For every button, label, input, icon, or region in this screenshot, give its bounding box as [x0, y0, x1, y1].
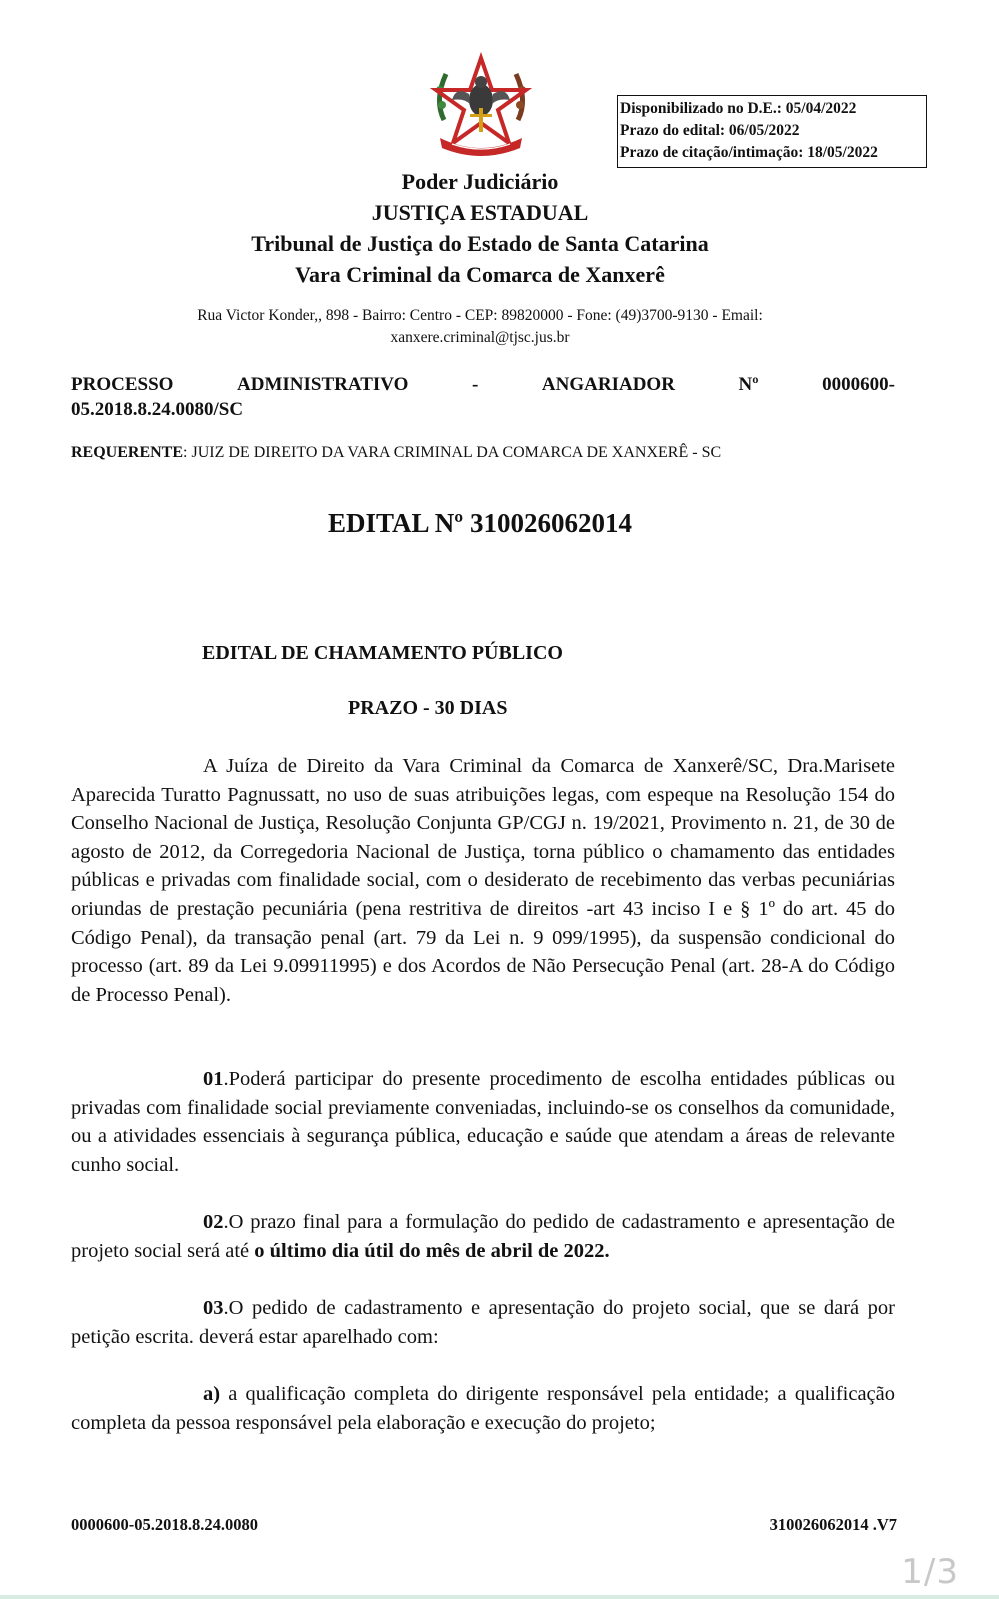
- intro-paragraph: A Juíza de Direito da Vara Criminal da Comarca de Xanxerê/SC, Dra.Marisete Aparecida Turatto Pagnussatt, no uso de suas atribuições legas, com espeque na Resolução 154 do Conselho Nacional de Justiça, Resolução Conjunta GP/CGJ n. 19/2021, Provimento n. 21, de 30 de agosto de 2012, da Corregedoria Nacional de Justiça, torna público o chamamento das entidades públicas e privadas com finalidade social, com o desiderato de recebimento das verbas pecuniárias oriundas de prestação pecuniária (pena restritiva de direitos -art 43 inciso I e § 1º do art. 45 do Código Penal), da transação penal (art. 79 da Lei n. 9 099/1995), da suspensão condicional do processo (art. 89 da Lei 9.09911995) e dos Acordos de Não Persecução Penal (art. 28-A do Código de Processo Penal).: [71, 755, 895, 1006]
- chamamento-heading: EDITAL DE CHAMAMENTO PÚBLICO: [202, 642, 563, 664]
- item-03-text: .O pedido de cadastramento e apresentação do projeto social, que se dará por petição escrita. deverá estar aparelhado com:: [71, 1297, 895, 1348]
- process-word: -: [471, 374, 479, 395]
- item-02-paragraph: [71, 1208, 895, 1265]
- address-line-2: xanxere.criminal@tjsc.jus.br: [390, 329, 570, 346]
- process-word: ADMINISTRATIVO: [237, 374, 409, 395]
- stamp-availability-date: Disponibilizado no D.E.: 05/04/2022: [620, 100, 857, 117]
- process-word: PROCESSO: [71, 374, 174, 395]
- item-01-number: 01: [203, 1068, 224, 1090]
- process-word: 0000600-: [822, 374, 895, 395]
- process-word: Nº: [738, 374, 759, 395]
- edital-title: EDITAL Nº 310026062014: [328, 508, 632, 538]
- header-line-poder: Poder Judiciário: [401, 169, 559, 194]
- item-02-number: 02: [203, 1211, 224, 1233]
- stamp-edital-deadline: Prazo do edital: 06/05/2022: [620, 122, 800, 139]
- page-counter: 1/3: [901, 1552, 959, 1592]
- process-line-1: [71, 372, 895, 397]
- header-line-justica: JUSTIÇA ESTADUAL: [371, 200, 589, 225]
- viewer-bottom-bar: [0, 1595, 999, 1599]
- item-a-paragraph: [71, 1380, 895, 1437]
- process-word: ANGARIADOR: [541, 374, 675, 395]
- publication-dates-box: [617, 95, 927, 168]
- court-address: [130, 305, 830, 349]
- requerente-value: : JUIZ DE DIREITO DA VARA CRIMINAL DA COMARCA DE XANXERÊ - SC: [183, 444, 722, 461]
- item-01-text: .Poderá participar do presente procedimento de escolha entidades públicas ou privadas com finalidade social previamente conveniadas, incluindo-se os conselhos da comunidade, ou a atividades essenciais à segurança pública, educação e saúde que atendam a áreas de relevante cunho social.: [71, 1068, 895, 1176]
- court-header: [0, 166, 960, 290]
- process-line-2: 05.2018.8.24.0080/SC: [71, 399, 244, 420]
- requerente-line: [71, 442, 721, 464]
- process-number: [71, 372, 895, 422]
- item-03-number: 03: [203, 1297, 224, 1319]
- prazo-heading: PRAZO - 30 DIAS: [348, 697, 508, 719]
- item-a-letter: a): [203, 1383, 221, 1405]
- address-line-1: Rua Victor Konder,, 898 - Bairro: Centro - CEP: 89820000 - Fone: (49)3700-9130 - Email:: [197, 307, 763, 324]
- header-line-tribunal: Tribunal de Justiça do Estado de Santa Catarina: [251, 231, 709, 256]
- santa-catarina-coat-of-arms-icon: [430, 50, 532, 160]
- item-02-deadline: o último dia útil do mês de abril de 2022.: [254, 1239, 610, 1262]
- header-line-vara: Vara Criminal da Comarca de Xanxerê: [295, 262, 665, 287]
- footer-document-id: 310026062014 .V7: [769, 1515, 897, 1534]
- requerente-label: REQUERENTE: [71, 444, 184, 461]
- footer-process-number: 0000600-05.2018.8.24.0080: [71, 1515, 258, 1534]
- item-02-text: .O prazo final para a formulação do pedido de cadastramento e apresentação de projeto social será até: [71, 1211, 895, 1262]
- item-03-paragraph: [71, 1294, 895, 1351]
- stamp-citation-deadline: Prazo de citação/intimação: 18/05/2022: [620, 144, 878, 161]
- item-01-paragraph: [71, 1065, 895, 1179]
- item-a-text: a qualificação completa do dirigente responsável pela entidade; a qualificação completa da pessoa responsável pela elaboração e execução do projeto;: [71, 1383, 895, 1434]
